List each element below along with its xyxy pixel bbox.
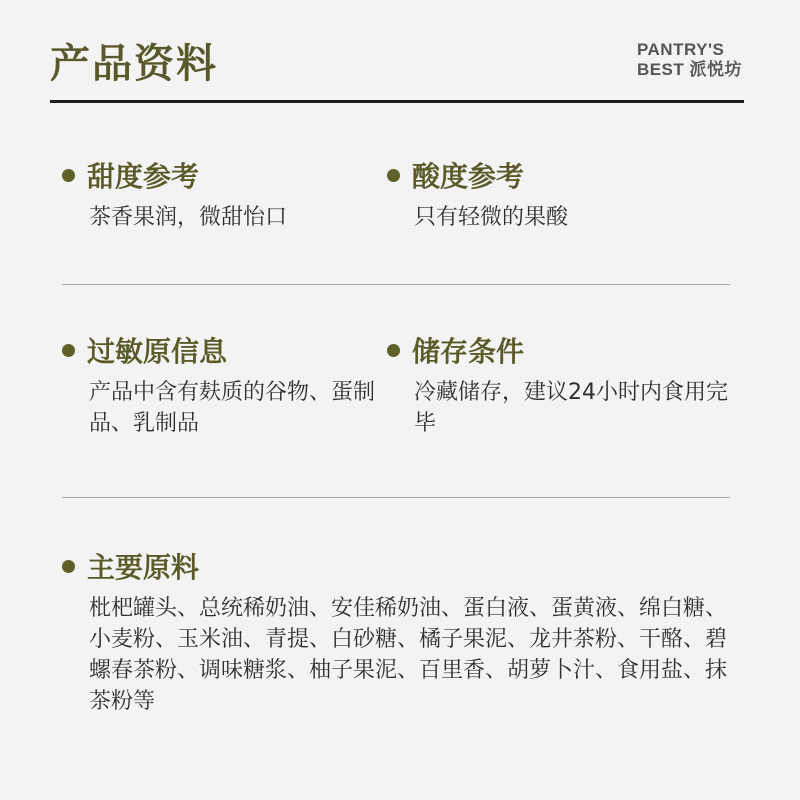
section-title-sweetness: 甜度参考 (87, 160, 200, 193)
bullet-icon (387, 169, 400, 182)
section-body-ingredients: 枇杷罐头、总统稀奶油、安佳稀奶油、蛋白液、蛋黄液、绵白糖、小麦粉、玉米油、青提、白砂糖、橘子果泥、龙井茶粉、干酪、碧螺春茶粉、调味糖浆、柚子果泥、百里香、胡萝卜汁、食用盐、抹茶粉等 (89, 596, 728, 714)
bullet-icon (62, 169, 75, 182)
section-title-storage: 储存条件 (412, 335, 525, 368)
brand-line-2: BEST 派悦坊 (636, 60, 742, 79)
section-body-sweetness: 茶香果润，微甜怡口 (89, 205, 288, 230)
section-body-storage: 冷藏储存，建议24小时内食用完毕 (414, 380, 728, 436)
brand-logo (637, 40, 742, 80)
section-acidity (387, 155, 732, 233)
brand-line-1: PANTRY'S (636, 40, 725, 59)
bullet-icon (62, 344, 75, 357)
page-title: 产品资料 (50, 41, 218, 87)
section-sweetness (62, 155, 362, 233)
section-title-allergen: 过敏原信息 (87, 335, 228, 368)
section-title-ingredients: 主要原料 (87, 551, 200, 584)
section-storage (387, 330, 732, 439)
section-body-allergen: 产品中含有麸质的谷物、蛋制品、乳制品 (89, 380, 376, 436)
divider (62, 284, 730, 285)
bullet-icon (62, 560, 75, 573)
section-ingredients (62, 546, 742, 717)
section-title-acidity: 酸度参考 (412, 160, 525, 193)
header-divider (50, 100, 744, 103)
bullet-icon (387, 344, 400, 357)
section-allergen (62, 330, 382, 439)
section-body-acidity: 只有轻微的果酸 (414, 205, 569, 230)
divider (62, 497, 730, 498)
